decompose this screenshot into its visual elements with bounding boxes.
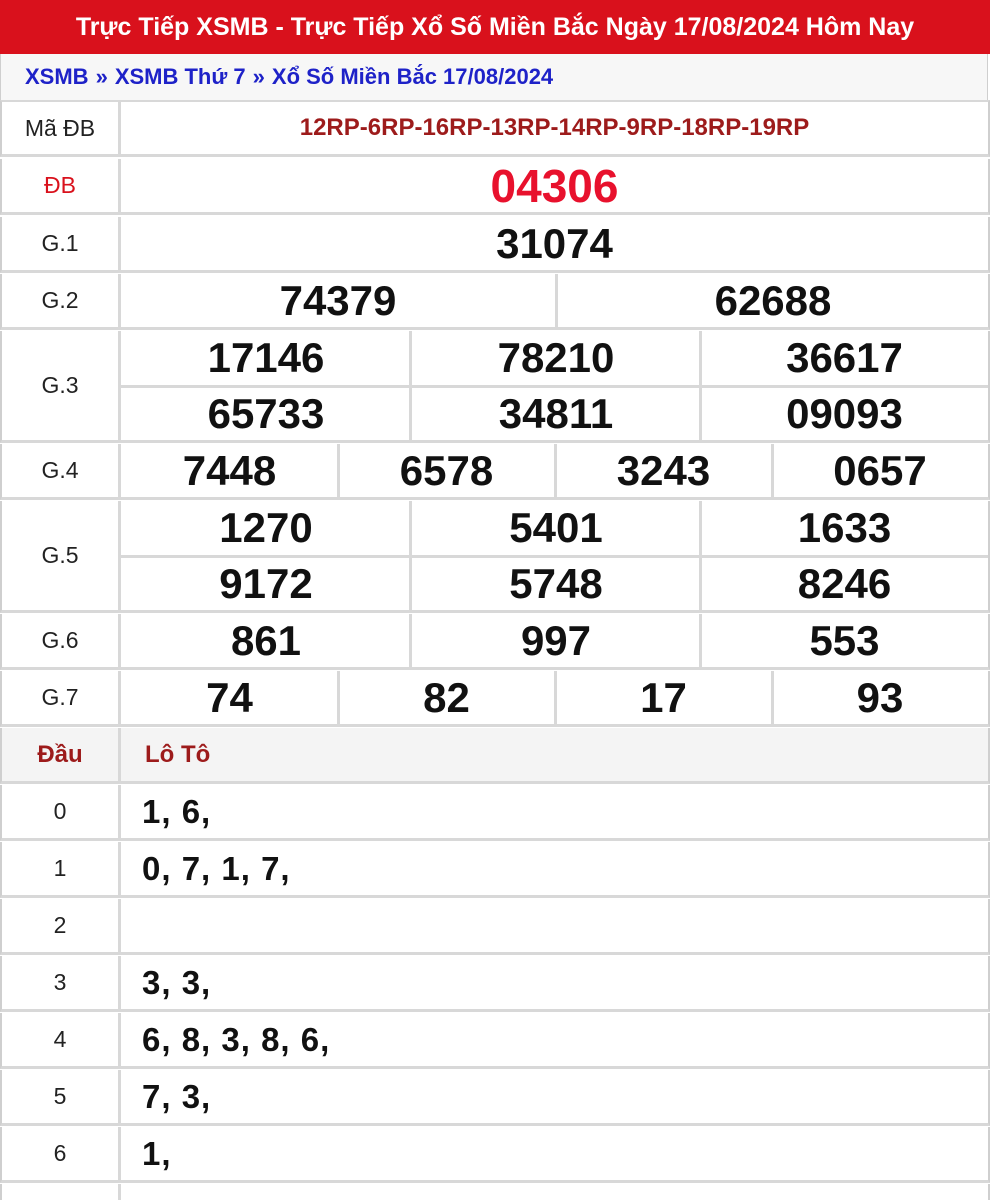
breadcrumb-link-xsmb[interactable]: XSMB [25, 64, 89, 89]
prize-row-g4 [0, 444, 990, 500]
loto-header-row [0, 728, 990, 784]
loto-row-partial [0, 1184, 990, 1200]
prize-row-db [0, 159, 990, 215]
loto-dau: 0 [2, 785, 121, 838]
prize-label-g1: G.1 [2, 217, 121, 270]
cell-divider [337, 444, 340, 497]
prize-number: 861 [230, 616, 302, 664]
prize-number: 93 [856, 673, 904, 721]
cell-divider [771, 444, 774, 497]
cell-divider [409, 614, 412, 667]
breadcrumb-separator: » [252, 64, 265, 89]
page-title: Trực Tiếp XSMB - Trực Tiếp Xổ Số Miền Bắc Ngày 17/08/2024 Hôm Nay [0, 0, 990, 54]
breadcrumb-separator: » [95, 64, 108, 89]
loto-row [0, 1013, 990, 1069]
cell-divider [699, 614, 702, 667]
prize-label-db: ĐB [2, 159, 121, 212]
loto-row [0, 956, 990, 1012]
prize-label-g3: G.3 [2, 331, 121, 440]
breadcrumb-link-current[interactable]: Xổ Số Miền Bắc 17/08/2024 [271, 64, 554, 89]
cell-divider [699, 501, 702, 610]
loto-values: 1, [142, 1134, 172, 1172]
prize-row-g3 [0, 331, 990, 443]
loto-row [0, 899, 990, 955]
prize-number: 9172 [219, 560, 313, 607]
prize-number-db: 04306 [490, 159, 619, 212]
loto-dau-partial [2, 1184, 121, 1200]
loto-dau: 3 [2, 956, 121, 1009]
prize-number: 17 [640, 673, 687, 721]
loto-dau: 1 [2, 842, 121, 895]
prize-row-g2 [0, 274, 990, 330]
prize-label-g7: G.7 [2, 671, 121, 724]
prize-number: 5748 [509, 560, 603, 607]
loto-header-loto: Lô Tô [145, 740, 211, 768]
prize-number: 74 [206, 673, 253, 721]
prize-row-g7 [0, 671, 990, 727]
prize-number: 8246 [797, 560, 892, 607]
prize-number: 34811 [498, 390, 614, 437]
prize-number: 3243 [616, 446, 711, 494]
prize-number: 5401 [509, 504, 603, 551]
prize-label-g4: G.4 [2, 444, 121, 497]
prize-row-g6 [0, 614, 990, 670]
cell-divider [554, 671, 557, 724]
loto-row [0, 1070, 990, 1126]
loto-values: 6, 8, 3, 8, 6, [142, 1020, 331, 1058]
prize-number: 17146 [207, 334, 325, 381]
prize-number: 6578 [399, 446, 494, 494]
loto-values: 7, 3, [142, 1077, 212, 1115]
prize-label-g6: G.6 [2, 614, 121, 667]
prize-number: 553 [809, 616, 880, 664]
loto-row [0, 842, 990, 898]
loto-row [0, 1127, 990, 1183]
loto-values: 0, 7, 1, 7, [142, 849, 291, 887]
prize-number: 09093 [786, 390, 903, 437]
breadcrumb [0, 54, 988, 100]
prize-number: 62688 [714, 276, 832, 324]
prize-number: 1270 [219, 504, 313, 551]
prize-number: 31074 [496, 219, 613, 267]
prize-row-g1 [0, 217, 990, 273]
ma-db-label: Mã ĐB [2, 102, 121, 154]
prize-label-g5: G.5 [2, 501, 121, 610]
prize-row-g5 [0, 501, 990, 613]
loto-values: 1, 6, [142, 792, 212, 830]
loto-dau: 5 [2, 1070, 121, 1123]
prize-number: 7448 [182, 446, 277, 494]
loto-header-dau: Đầu [2, 728, 121, 781]
prize-number: 65733 [207, 390, 325, 437]
prize-number: 36617 [786, 334, 903, 381]
prize-number: 1633 [797, 504, 892, 551]
loto-dau: 6 [2, 1127, 121, 1180]
ma-db-row [0, 100, 990, 157]
cell-divider [699, 331, 702, 440]
loto-dau: 4 [2, 1013, 121, 1066]
cell-divider [409, 331, 412, 440]
prize-number: 78210 [497, 334, 615, 381]
prize-number: 74379 [279, 276, 397, 324]
cell-divider [337, 671, 340, 724]
breadcrumb-link-xsmb-thu7[interactable]: XSMB Thứ 7 [114, 64, 246, 89]
prize-number: 82 [423, 673, 470, 721]
cell-divider [771, 671, 774, 724]
prize-number: 997 [520, 616, 592, 664]
loto-values: 3, 3, [142, 963, 212, 1001]
loto-row [0, 785, 990, 841]
loto-dau: 2 [2, 899, 121, 952]
cell-divider [409, 501, 412, 610]
prize-number: 0657 [833, 446, 927, 494]
ma-db-value: 12RP-6RP-16RP-13RP-14RP-9RP-18RP-19RP [299, 114, 810, 141]
cell-divider [554, 444, 557, 497]
prize-label-g2: G.2 [2, 274, 121, 327]
